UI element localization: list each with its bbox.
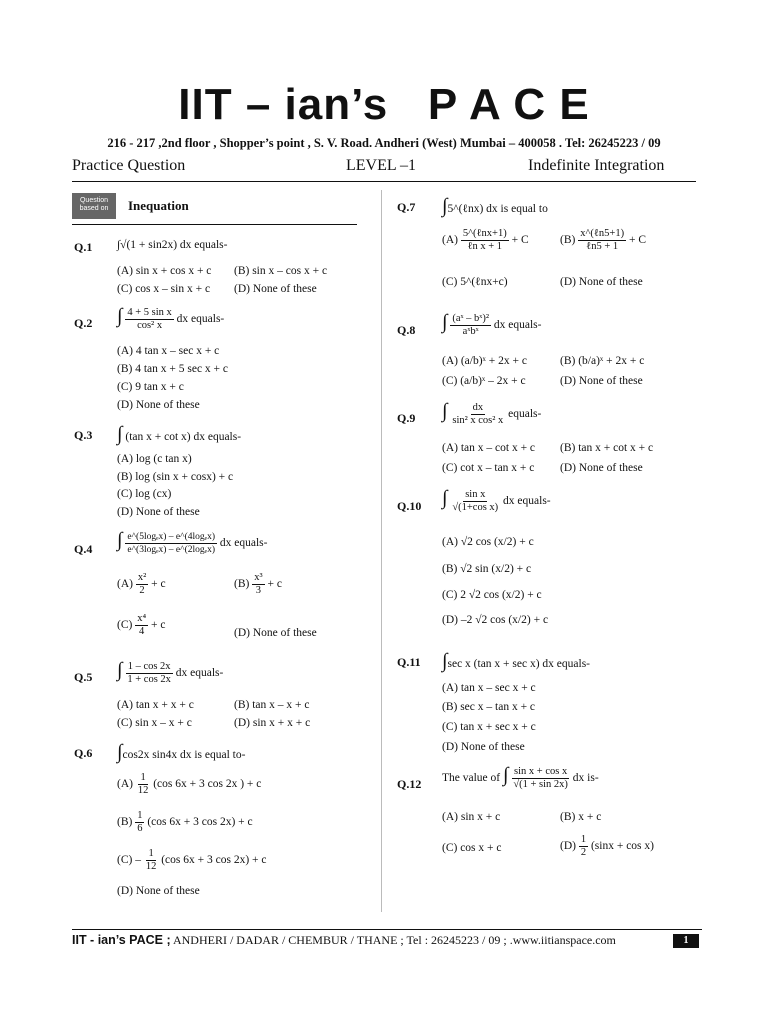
q2-stem [117, 306, 224, 332]
q10-numerator: sin x [465, 488, 486, 500]
q6-option-c [117, 848, 267, 873]
q1-stem: ∫√(1 + sin2x) dx equals- [117, 239, 228, 251]
q12-numerator: sin x + cos x [514, 765, 568, 777]
q2-denominator: cos² x [137, 319, 163, 331]
q11-option-d: (D) None of these [442, 741, 525, 753]
integral-sign: ∫ [442, 311, 448, 333]
q6-b-tail: (cos 6x + 3 cos 2x) + c [147, 816, 253, 829]
q5-option-d: (D) sin x + x + c [234, 717, 311, 729]
q12-option-d [560, 834, 654, 859]
q8-option-b: (B) (b/a)ˣ + 2x + c [560, 355, 645, 367]
q11-number: Q.11 [397, 655, 421, 669]
q4-b-label: (B) [234, 578, 250, 591]
q7-a-plus: + C [511, 234, 529, 247]
q1-option-d: (D) None of these [234, 283, 317, 295]
q6-stem [117, 742, 245, 762]
q9-stem [442, 401, 541, 427]
q6-b-fraction [135, 810, 144, 835]
footer-brand: IIT - ian’s PACE ; [72, 933, 171, 947]
footer-rule [72, 929, 702, 930]
q7-option-c: (C) 5^(ℓnx+c) [442, 276, 508, 288]
q8-option-a: (A) (a/b)ˣ + 2x + c [442, 355, 527, 367]
q7-b-label: (B) [560, 234, 576, 247]
q7-b-den: ℓn5 + 1 [586, 241, 619, 252]
q3-option-c: (C) log (cx) [117, 488, 172, 500]
q2-numerator: 4 + 5 sin x [127, 306, 172, 318]
q7-b-plus: + C [628, 234, 646, 247]
q12-d-den: 2 [580, 847, 587, 858]
q7-option-d: (D) None of these [560, 276, 643, 288]
q12-d-num: 1 [580, 834, 587, 845]
q2-option-b: (B) 4 tan x + 5 sec x + c [117, 363, 229, 375]
section-topic: Inequation [128, 198, 189, 213]
q9-denominator: sin² x cos² x [452, 414, 504, 426]
q9-option-b: (B) tan x + cot x + c [560, 442, 654, 454]
q4-b-fraction [252, 572, 264, 597]
q7-a-fraction [461, 228, 509, 253]
q5-option-c: (C) sin x – x + c [117, 717, 192, 729]
header-level: LEVEL –1 [346, 157, 417, 174]
q8-tail: dx equals- [493, 319, 542, 331]
integral-sign: ∫ [442, 650, 448, 672]
q5-numerator: 1 – cos 2x [127, 660, 171, 672]
q11-option-a: (A) tan x – sec x + c [442, 682, 536, 694]
q11-stem-text: sec x (tan x + sec x) dx equals- [447, 658, 591, 670]
q10-option-b: (B) √2 sin (x/2) + c [442, 563, 532, 575]
q7-stem-text: 5^(ℓnx) dx is equal to [447, 203, 548, 215]
q10-tail: dx equals- [503, 495, 551, 507]
q12-option-b: (B) x + c [560, 811, 602, 823]
q7-b-fraction [578, 228, 626, 253]
q9-option-a: (A) tan x – cot x + c [442, 442, 536, 454]
q6-a-fraction [136, 772, 151, 797]
address-line: 216 - 217 ,2nd floor , Shopper’s point , S. V. Road. Andheri (West) Mumbai – 400058 . Tel: 26245223 / 09 [107, 136, 661, 150]
q2-option-a: (A) 4 tan x – sec x + c [117, 345, 220, 357]
q3-option-a: (A) log (c tan x) [117, 453, 192, 465]
q12-tail: dx is- [572, 772, 599, 784]
q7-a-label: (A) [442, 234, 458, 247]
q4-c-den: 4 [139, 626, 145, 637]
q5-number: Q.5 [74, 670, 93, 684]
q11-stem [442, 651, 590, 671]
integral-sign: ∫ [117, 659, 123, 681]
integral-sign: ∫ [117, 423, 123, 445]
q9-numerator: dx [472, 401, 484, 413]
q12-head: The value of [442, 772, 501, 784]
q5-denominator: 1 + cos 2x [127, 673, 171, 685]
q5-stem [117, 660, 223, 686]
q4-a-num: x² [137, 572, 147, 583]
q6-a-label: (A) [117, 778, 133, 791]
q4-a-den: 2 [139, 585, 145, 596]
q5-fraction [125, 661, 173, 686]
q3-stem-text: (tan x + cot x) dx equals- [125, 431, 242, 443]
q2-tail: dx equals- [176, 313, 225, 325]
footer-text [72, 933, 616, 948]
q4-b-plus: + c [267, 578, 282, 591]
q6-b-label: (B) [117, 816, 133, 829]
q4-stem [117, 530, 267, 556]
q7-a-num: 5^(ℓnx+1) [462, 228, 507, 239]
q8-number: Q.8 [397, 323, 416, 337]
section-rule [72, 224, 357, 225]
q6-c-num: 1 [148, 848, 154, 859]
q4-c-plus: + c [151, 619, 166, 632]
q7-b-num: x^(ℓn5+1) [580, 228, 625, 239]
q2-option-c: (C) 9 tan x + c [117, 381, 184, 393]
page-number: 1 [673, 934, 699, 948]
footer-contact: ANDHERI / DADAR / CHEMBUR / THANE ; Tel : 26245223 / 09 ; .www.iitianspace.com [172, 933, 616, 947]
integral-sign: ∫ [442, 195, 448, 217]
q3-option-b: (B) log (sin x + cosx) + c [117, 471, 234, 483]
q10-number: Q.10 [397, 499, 422, 513]
q4-a-plus: + c [151, 578, 166, 591]
q6-b-num: 1 [137, 810, 143, 821]
q4-option-c [117, 613, 165, 638]
q4-c-num: x⁴ [137, 613, 147, 624]
column-divider [381, 190, 382, 912]
q6-number: Q.6 [74, 746, 93, 760]
q8-stem [442, 312, 541, 338]
q7-stem [442, 196, 548, 216]
q10-option-a: (A) √2 cos (x/2) + c [442, 536, 534, 548]
q8-option-c: (C) (a/b)ˣ – 2x + c [442, 375, 526, 387]
q6-c-den: 12 [145, 861, 157, 872]
q1-option-b: (B) sin x – cos x + c [234, 265, 328, 277]
q10-stem [442, 488, 551, 514]
q12-stem [442, 765, 599, 791]
q6-c-tail: (cos 6x + 3 cos 2x) + c [161, 854, 267, 867]
q12-option-a: (A) sin x + c [442, 811, 501, 823]
q11-option-b: (B) sec x – tan x + c [442, 701, 536, 713]
q3-stem [117, 424, 241, 444]
q2-option-d: (D) None of these [117, 399, 200, 411]
q4-numerator: e^(5logₑx) – e^(4logₑx) [127, 531, 216, 542]
q6-c-label: (C) – [117, 854, 141, 867]
q7-number: Q.7 [397, 200, 416, 214]
q4-b-den: 3 [255, 585, 262, 596]
q4-denominator: e^(3logₑx) – e^(2logₑx) [127, 544, 216, 555]
q4-c-fraction [135, 613, 148, 638]
q1-option-a: (A) sin x + cos x + c [117, 265, 212, 277]
q3-option-d: (D) None of these [117, 506, 200, 518]
q8-denominator: aˣbˣ [462, 325, 479, 337]
q6-a-num: 1 [140, 772, 146, 783]
q6-c-fraction [144, 848, 159, 873]
q6-option-a [117, 772, 261, 797]
integral-sign: ∫ [442, 400, 448, 422]
q4-a-label: (A) [117, 578, 133, 591]
q5-option-b: (B) tan x – x + c [234, 699, 310, 711]
q8-fraction [450, 313, 491, 338]
q7-option-a [442, 228, 529, 253]
q12-denominator: √(1 + sin 2x) [513, 778, 568, 790]
integral-sign: ∫ [442, 487, 448, 509]
q12-d-tail: (sinx + cos x) [590, 840, 654, 853]
q2-number: Q.2 [74, 316, 93, 330]
q6-option-d: (D) None of these [117, 885, 200, 897]
q5-option-a: (A) tan x + x + c [117, 699, 194, 711]
q6-a-den: 12 [137, 785, 149, 796]
q9-tail: equals- [508, 408, 542, 420]
integral-sign: ∫ [117, 529, 123, 551]
header-topic: Indefinite Integration [528, 157, 665, 174]
integral-sign: ∫ [117, 741, 123, 763]
header-left: Practice Question [72, 157, 186, 174]
integral-sign: ∫ [117, 305, 123, 327]
q7-option-b [560, 228, 646, 253]
integral-sign: ∫ [503, 764, 509, 786]
brand-title: IIT – ian’s P A C E [178, 80, 590, 129]
q4-option-b [234, 572, 282, 597]
q6-b-den: 6 [137, 823, 143, 834]
q4-b-num: x³ [254, 572, 263, 583]
q6-option-b [117, 810, 253, 835]
q6-a-tail: (cos 6x + 3 cos 2x ) + c [153, 778, 262, 791]
q1-number: Q.1 [74, 240, 93, 254]
q6-stem-text: cos2x sin4x dx is equal to- [122, 749, 246, 761]
q12-option-c: (C) cos x + c [442, 842, 502, 854]
q9-option-d: (D) None of these [560, 462, 643, 474]
q12-d-fraction [579, 834, 588, 859]
q12-number: Q.12 [397, 777, 422, 791]
q12-d-label: (D) [560, 840, 576, 853]
q9-number: Q.9 [397, 411, 416, 425]
q4-a-fraction [136, 572, 148, 597]
q4-tail: dx equals- [219, 537, 268, 549]
q4-fraction [125, 531, 217, 556]
question-badge: Question based on [72, 193, 116, 219]
header-rule [72, 181, 696, 182]
q10-denominator: √(1+cos x) [452, 501, 499, 513]
q3-number: Q.3 [74, 428, 93, 442]
q7-a-den: ℓn x + 1 [467, 241, 503, 252]
q4-option-d: (D) None of these [234, 627, 317, 639]
q8-numerator: (aˣ – bˣ)² [452, 312, 489, 324]
q2-fraction [125, 307, 173, 332]
q11-option-c: (C) tan x + sec x + c [442, 721, 536, 733]
q10-fraction [450, 489, 500, 514]
q9-option-c: (C) cot x – tan x + c [442, 462, 535, 474]
q10-option-c: (C) 2 √2 cos (x/2) + c [442, 589, 542, 601]
q12-fraction [511, 766, 570, 791]
q1-option-c: (C) cos x – sin x + c [117, 283, 211, 295]
q5-tail: dx equals- [175, 667, 224, 679]
q10-option-d: (D) –2 √2 cos (x/2) + c [442, 614, 549, 626]
q4-option-a [117, 572, 166, 597]
q4-c-label: (C) [117, 619, 133, 632]
q9-fraction [450, 402, 505, 427]
q4-number: Q.4 [74, 542, 93, 556]
q8-option-d: (D) None of these [560, 375, 643, 387]
